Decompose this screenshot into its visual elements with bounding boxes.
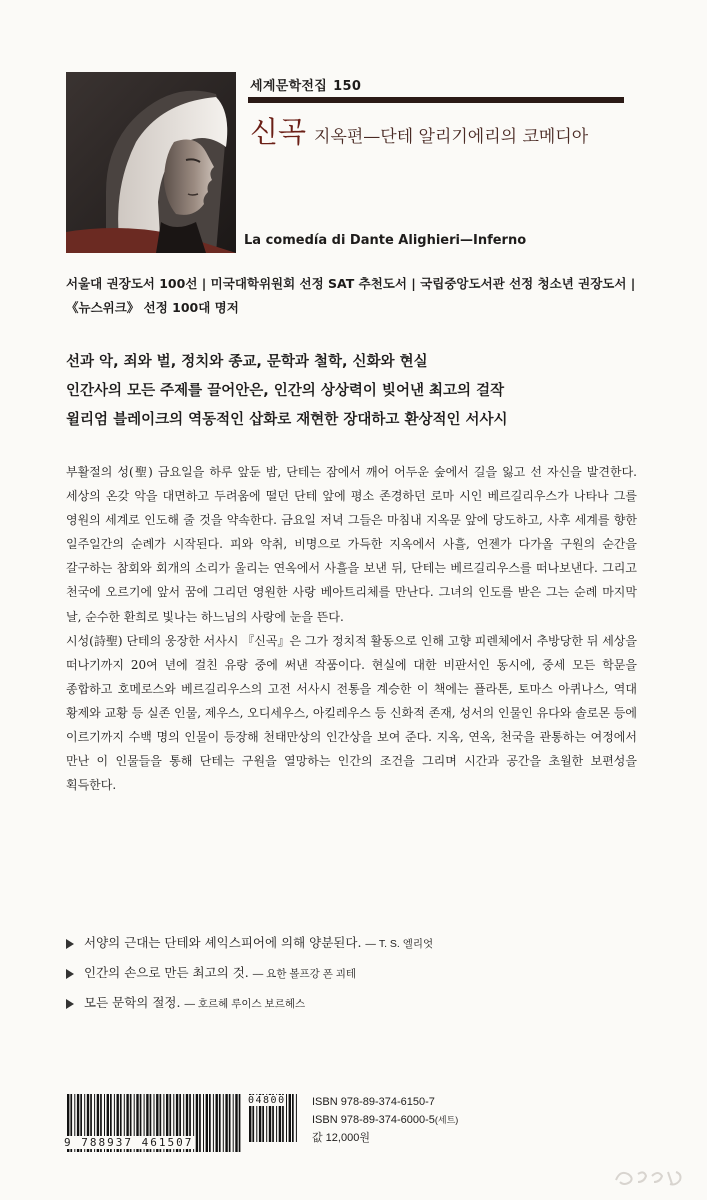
quote-text: 서양의 근대는 단테와 셰익스피어에 의해 양분된다. [84, 935, 362, 950]
quote-item [66, 928, 636, 958]
barcode-bar [196, 1094, 198, 1152]
barcode-bar [286, 1094, 287, 1142]
series-name: 세계문학전집 [250, 79, 328, 94]
triangle-bullet-icon [66, 969, 74, 979]
isbn-block [312, 1093, 458, 1147]
isbn-line [312, 1111, 458, 1129]
triangle-bullet-icon [66, 939, 74, 949]
watermark-logo [610, 1160, 690, 1190]
title-row [250, 110, 588, 151]
barcode-bar [216, 1094, 218, 1152]
isbn-set-number: ISBN 978-89-374-6000-5 [312, 1114, 435, 1126]
barcode-bar [213, 1094, 214, 1152]
barcode-digits: 9 788937 461507 [64, 1136, 194, 1149]
book-description [66, 460, 637, 797]
triangle-bullet-icon [66, 999, 74, 1009]
quote-text: 모든 문학의 절정. [84, 995, 181, 1010]
description-paragraph: 부활절의 성(聖) 금요일을 하루 앞둔 밤, 단테는 잠에서 깨어 어두운 숲에서 길을 잃고 선 자신을 발견한다. 세상의 온갖 악을 대면하고 두려움에 떨던 단테 앞에 평소 존경하던 로마 시인 베르길리우스가 나타나 그를 영원의 세계로 인도해 줄 것을 약속한다. 금요일 저녁 그들은 마침내 지옥문 앞에 당도하고, 사후 세계를 향한 일주일간의 순례가 시작된다. 피와 악취, 비명으로 가득한 지옥에서 사흘, 언젠가 다가올 구원의 순간을 갈구하는 참회와 회개의 소리가 울리는 연옥에서 사흘을 보낸 뒤, 단테는 베르길리우스를 떠나보낸다. 그리고 천국에 오르기에 앞서 꿈에 그리던 영원한 사랑 베아트리체를 만난다. 그녀의 인도를 받은 그는 순례 마지막 날, 순수한 환희로 빛나는 하느님의 사랑에 눈을 뜬다. [66, 465, 637, 624]
barcode-bar [199, 1094, 201, 1152]
barcode-bar [233, 1094, 234, 1152]
quote-source: — T. S. 엘리엇 [365, 938, 434, 950]
isbn-set-note: (세트) [434, 1115, 459, 1125]
barcode-bar [223, 1094, 224, 1152]
highlight-block [66, 348, 646, 435]
barcode-bar [206, 1094, 208, 1152]
barcode-addon-digits: 04800 [248, 1095, 286, 1106]
series-label [250, 75, 361, 94]
highlight-line: 윌리엄 블레이크의 역동적인 삽화로 재현한 장대하고 환상적인 서사시 [66, 412, 508, 428]
recommendation-list: 서울대 권장도서 100선 | 미국대학위원회 선정 SAT 추천도서 | 국립중앙도서관 선정 청소년 권장도서 | 《뉴스위크》 선정 100대 명저 [66, 276, 636, 315]
dante-portrait-image [66, 72, 236, 253]
highlight-line: 인간사의 모든 주제를 끌어안은, 인간의 상상력이 빚어낸 최고의 걸작 [66, 383, 505, 399]
book-title: 신곡 [250, 115, 307, 149]
description-paragraph: 시성(詩聖) 단테의 웅장한 서사시 『신곡』은 그가 정치적 활동으로 인해 고향 피렌체에서 추방당한 뒤 세상을 떠나기까지 20여 년에 걸친 유랑 중에 써낸 작품이다. 현실에 대한 비판서인 동시에, 중세 모든 학문을 종합하고 호메로스와 베르길리우스의 고전 서사시 전통을 계승한 이 책에는 플라톤, 토마스 아퀴나스, 역대 황제와 교황 등 실존 인물, 제우스, 오디세우스, 아킬레우스 등 신화적 존재, 성서의 인물인 유다와 솔로몬 등에 이르기까지 수백 명의 인물이 등장해 천태만상의 인간상을 보여 준다. 지옥, 연옥, 천국을 관통하는 여정에서 만난 이 인물들을 통해 단테는 구원을 열망하는 인간의 조건을 그리며 시간과 공간을 초월한 보편성을 획득한다. [66, 633, 637, 793]
barcode-bar [219, 1094, 221, 1152]
header-rule [248, 97, 624, 103]
original-title: La comedía di Dante Alighieri—Inferno [244, 233, 527, 248]
highlight-line: 선과 악, 죄와 벌, 정치와 종교, 문학과 철학, 신화와 현실 [66, 354, 428, 370]
barcode-bar [296, 1094, 297, 1142]
barcode-bar [225, 1094, 227, 1152]
barcode-bar [209, 1094, 211, 1152]
barcode-bar [203, 1094, 204, 1152]
quote-source: — 호르헤 루이스 보르헤스 [184, 998, 306, 1010]
barcode-bar [229, 1094, 231, 1152]
quote-item [66, 988, 636, 1018]
isbn-line: ISBN 978-89-374-6150-7 [312, 1096, 435, 1108]
book-subtitle: 지옥편—단테 알리기에리의 코메디아 [314, 127, 589, 147]
barcode-bar [289, 1094, 291, 1142]
quote-text: 인간의 손으로 만든 최고의 것. [84, 965, 249, 980]
barcode-bar [239, 1094, 241, 1152]
quote-item [66, 958, 636, 988]
barcode-bar [235, 1094, 237, 1152]
quote-source: — 요한 볼프강 폰 괴테 [252, 968, 357, 980]
series-number: 150 [333, 79, 362, 94]
quote-list [66, 928, 636, 1018]
price-label: 값 12,000원 [312, 1132, 370, 1144]
barcode-bar [292, 1094, 294, 1142]
